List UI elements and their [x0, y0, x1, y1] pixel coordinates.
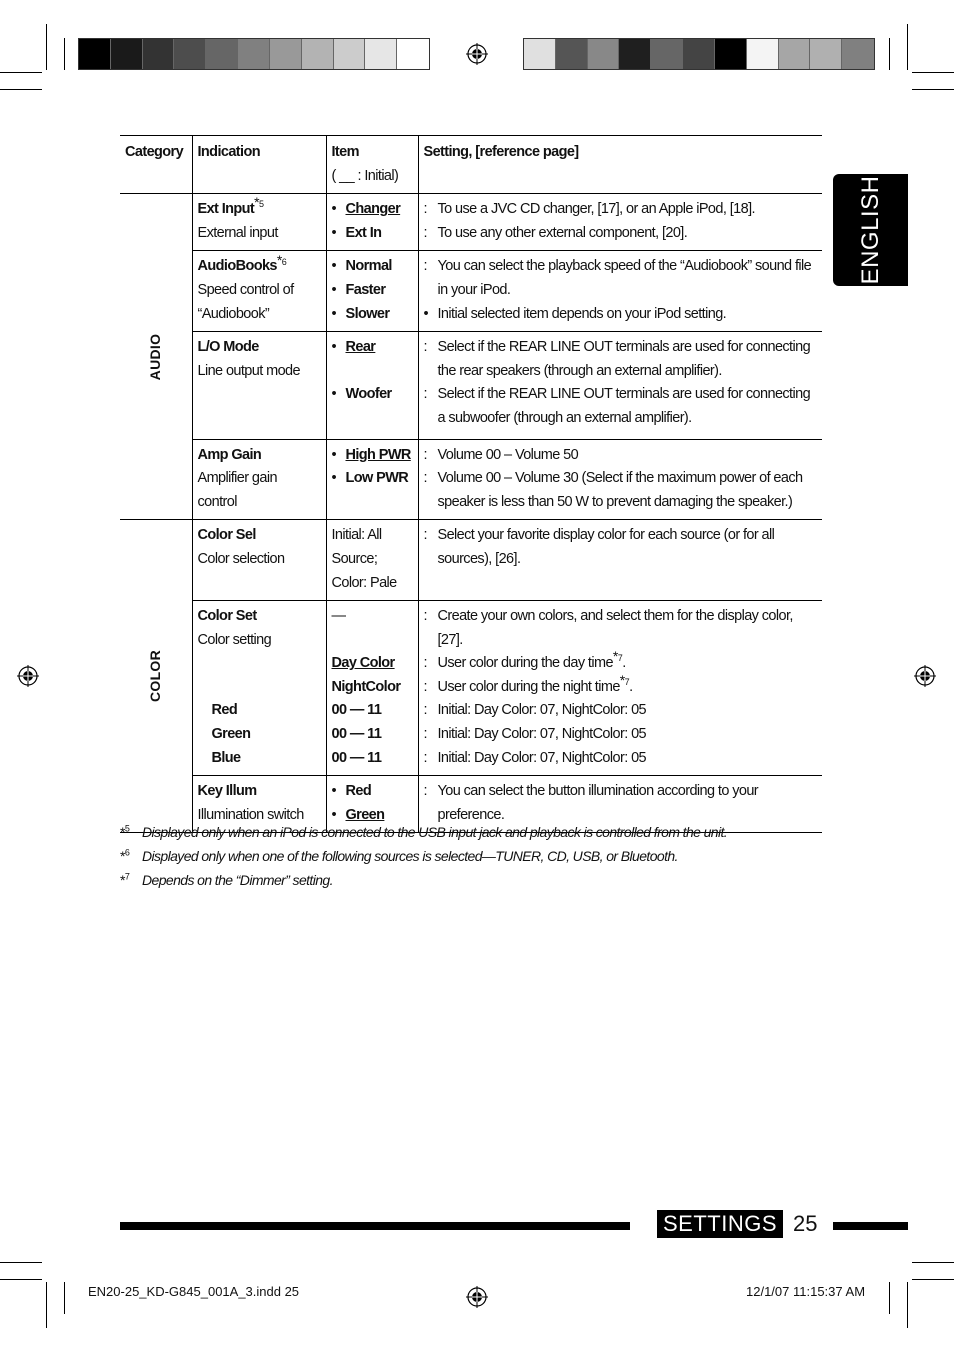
color-swatch: [747, 39, 779, 69]
indication-color-set: Color Set Color setting Red Green Blue: [192, 601, 326, 776]
indication-lo-mode: L/O Mode Line output mode: [192, 332, 326, 439]
color-swatch: [143, 39, 175, 69]
color-swatch: [683, 39, 715, 69]
color-swatch: [79, 39, 111, 69]
color-swatch: [238, 39, 270, 69]
settings-key-illum: : You can select the button illumination according to your preference.: [418, 776, 822, 833]
color-swatch: [810, 39, 842, 69]
color-swatch: [302, 39, 334, 69]
table-row: [120, 332, 822, 439]
footnote: *$^6$ Displayed only when one of the following sources is selected—TUNER, CD, USB, or Bluetooth.: [120, 847, 678, 864]
color-calibration-bar-right: [523, 38, 875, 70]
category-audio: AUDIO: [120, 194, 192, 520]
color-swatch: [619, 39, 651, 69]
settings-table: [120, 135, 822, 833]
footnotes: [120, 820, 727, 892]
registration-mark-icon: [914, 665, 936, 687]
settings-amp-gain: : Volume 00 – Volume 50 : Volume 00 – Volume 30 (Select if the maximum power of each speaker is less than 50 W to prevent damaging the speaker.): [418, 439, 822, 520]
table-row: [120, 601, 822, 776]
color-swatch: [779, 39, 811, 69]
table-row: [120, 194, 822, 251]
print-slug-right: 12/1/07 11:15:37 AM: [746, 1284, 866, 1299]
registration-mark-icon: [466, 1286, 488, 1308]
header-category: Category: [120, 136, 192, 194]
language-tab: [833, 174, 908, 286]
indication-key-illum: Key Illum Illumination switch: [192, 776, 326, 833]
table-row: [120, 520, 822, 601]
category-color: COLOR: [120, 520, 192, 833]
color-swatch: [334, 39, 366, 69]
registration-mark-icon: [466, 43, 488, 65]
color-swatch: [270, 39, 302, 69]
items-color-set: — Day Color NightColor 00 — 11 00 — 11 00 — 11: [326, 601, 418, 776]
table-header-row: [120, 136, 822, 194]
color-swatch: [588, 39, 620, 69]
items-amp-gain: • High PWR • Low PWR: [326, 439, 418, 520]
header-item: Item ( __ : Initial): [326, 136, 418, 194]
header-indication: Indication: [192, 136, 326, 194]
indication-audiobooks: AudioBooks$^{*6}$ Speed control of “Audiobook”: [192, 251, 326, 332]
table-row: [120, 251, 822, 332]
color-swatch: [651, 39, 683, 69]
items-color-sel: Initial: All Source; Color: Pale: [326, 520, 418, 601]
footer-rule-left: [120, 1222, 630, 1230]
section-label: SETTINGS: [657, 1210, 783, 1238]
indication-amp-gain: Amp Gain Amplifier gain control: [192, 439, 326, 520]
settings-color-sel: : Select your favorite display color for each source (or for all sources), [26].: [418, 520, 822, 601]
items-audiobooks: • Normal • Faster • Slower: [326, 251, 418, 332]
settings-lo-mode: : Select if the REAR LINE OUT terminals are used for connecting the rear speakers (through an external amplifier). : Select if the REAR LINE OUT terminals are used for connecting a subwoofer (through an external amplifier).: [418, 332, 822, 439]
footer-rule-right: [833, 1222, 908, 1230]
indication-color-sel: Color Sel Color selection: [192, 520, 326, 601]
table-row: [120, 439, 822, 520]
color-swatch: [365, 39, 397, 69]
registration-mark-icon: [17, 665, 39, 687]
page-number: 25: [793, 1211, 818, 1236]
items-lo-mode: • Rear • Woofer: [326, 332, 418, 439]
language-tab-label: ENGLISH: [856, 175, 884, 285]
settings-audiobooks: : You can select the playback speed of the “Audiobook” sound file in your iPod. • Initial selected item depends on your iPod setting.: [418, 251, 822, 332]
color-swatch: [524, 39, 556, 69]
items-ext-input: • Changer • Ext In: [326, 194, 418, 251]
items-key-illum: • Red • Green: [326, 776, 418, 833]
color-swatch: [556, 39, 588, 69]
indication-ext-input: Ext Input$^{*5}$ External input: [192, 194, 326, 251]
settings-ext-input: : To use a JVC CD changer, [17], or an Apple iPod, [18]. : To use any other external component, [20].: [418, 194, 822, 251]
color-swatch: [842, 39, 874, 69]
color-swatch: [397, 39, 429, 69]
print-slug-left: EN20-25_KD-G845_001A_3.indd 25: [88, 1284, 300, 1299]
color-swatch: [174, 39, 206, 69]
color-swatch: [206, 39, 238, 69]
color-swatch: [715, 39, 747, 69]
color-swatch: [111, 39, 143, 69]
color-calibration-bar-left: [78, 38, 430, 70]
settings-color-set: : Create your own colors, and select them for the display color, [27]. : User color during the day time$^{*7}$. : User color during the night time$^{*7}$. : Initial: Day Color: 07, NightColor: 05 : Initial: Day Color: 07, NightColor: 05 : Initial: Day Color: 07, NightColor: 05: [418, 601, 822, 776]
header-setting: Setting, [reference page]: [418, 136, 822, 194]
footnote: *$^7$ Depends on the “Dimmer” setting.: [120, 871, 333, 888]
footnote: *$^5$ Displayed only when an iPod is connected to the USB input jack and playback is controlled from the unit.: [120, 823, 728, 840]
